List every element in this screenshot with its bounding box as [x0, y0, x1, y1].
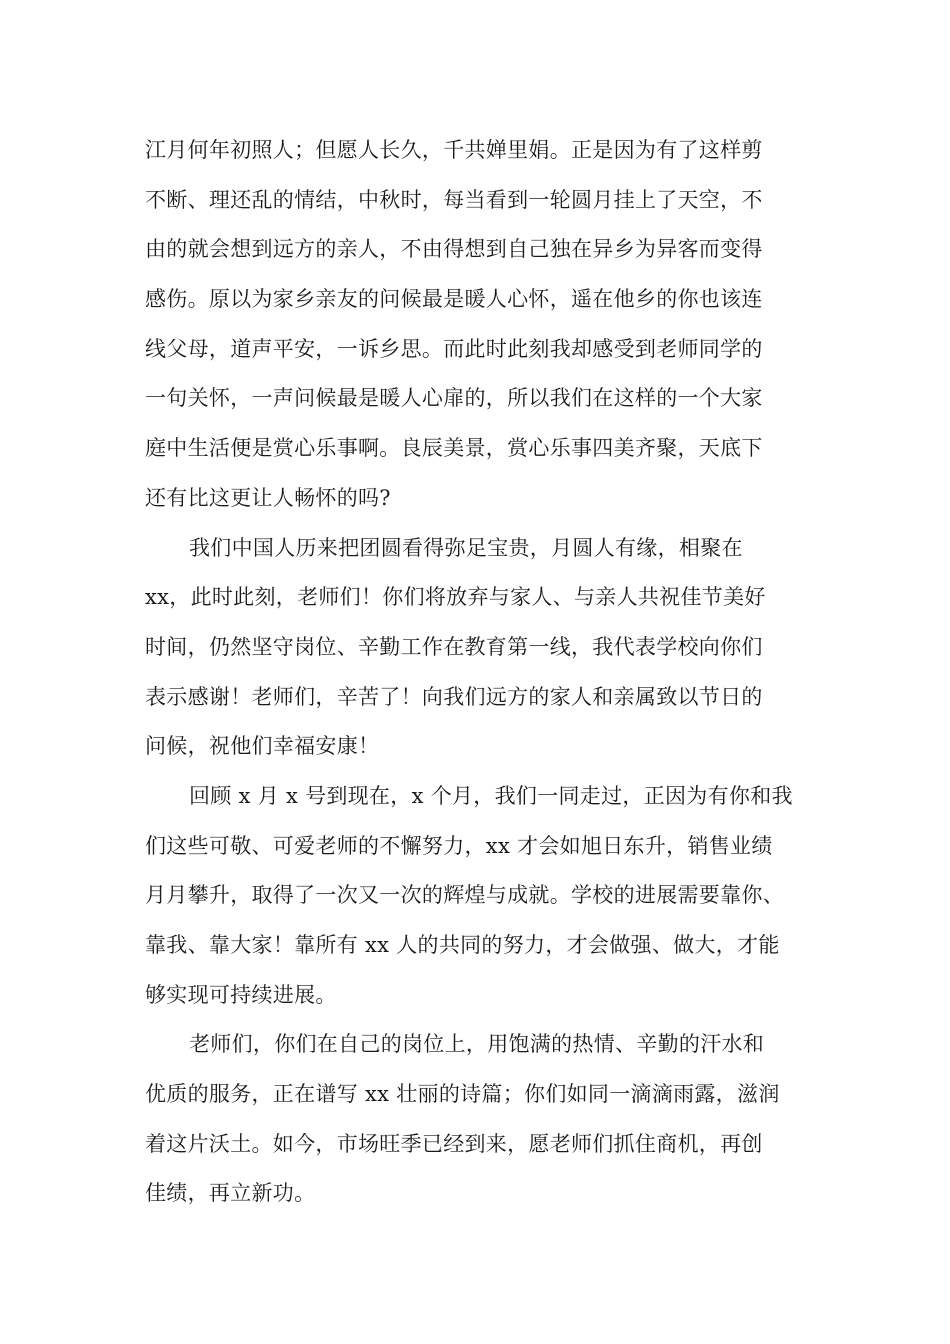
- text-line: 一句关怀，一声问候最是暖人心扉的，所以我们在这样的一个大家: [145, 386, 763, 411]
- text-line: 月月攀升，取得了一次又一次的辉煌与成就。学校的进展需要靠你、: [145, 883, 784, 908]
- text-line: 还有比这更让人畅怀的吗?: [145, 485, 391, 510]
- text-line: 线父母，道声平安，一诉乡思。而此时此刻我却感受到老师同学的: [145, 336, 763, 361]
- text-line: 够实现可持续进展。: [145, 982, 337, 1007]
- text-line: 由的就会想到远方的亲人，不由得想到自己独在异乡为异客而变得: [145, 237, 763, 262]
- body-text: [145, 126, 810, 1219]
- text-line: 庭中生活便是赏心乐事啊。良辰美景，赏心乐事四美齐聚，天底下: [145, 436, 763, 461]
- text-line: 优质的服务，正在谱写 xx 壮丽的诗篇；你们如同一滴滴雨露，滋润: [145, 1082, 780, 1107]
- text-line: 靠我、靠大家！靠所有 xx 人的共同的努力，才会做强、做大，才能: [145, 933, 780, 957]
- text-line: 时间，仍然坚守岗位、辛勤工作在教育第一线，我代表学校向你们: [145, 634, 763, 659]
- text-line: 江月何年初照人；但愿人长久，千共婵里娟。正是因为有了这样剪: [145, 138, 763, 162]
- text-line: 问候，祝他们幸福安康！: [145, 734, 380, 759]
- text-line: 着这片沃土。如今，市场旺季已经到来，愿老师们抓住商机，再创: [145, 1131, 763, 1156]
- text-line: 表示感谢！老师们，辛苦了！向我们远方的家人和亲属致以节日的: [145, 684, 763, 709]
- text-line: 们这些可敬、可爱老师的不懈努力，xx 才会如旭日东升，销售业绩: [145, 833, 773, 858]
- paragraph-first-line: 老师们，你们在自己的岗位上，用饱满的热情、辛勤的汗水和: [189, 1032, 765, 1057]
- text-line: 佳绩，再立新功。: [145, 1181, 316, 1206]
- text-line: 不断、理还乱的情结，中秋时，每当看到一轮圆月挂上了天空，不: [145, 187, 763, 212]
- paragraph-first-line: 我们中国人历来把团圆看得弥足宝贵，月圆人有缘，相聚在: [189, 535, 743, 560]
- text-line: xx，此时此刻，老师们！你们将放弃与家人、与亲人共祝佳节美好: [145, 585, 766, 610]
- text-line: 感伤。原以为家乡亲友的问候最是暖人心怀，遥在他乡的你也该连: [145, 287, 763, 312]
- paragraph-first-line: 回顾 x 月 x 号到现在，x 个月，我们一同走过，正因为有你和我: [189, 783, 793, 808]
